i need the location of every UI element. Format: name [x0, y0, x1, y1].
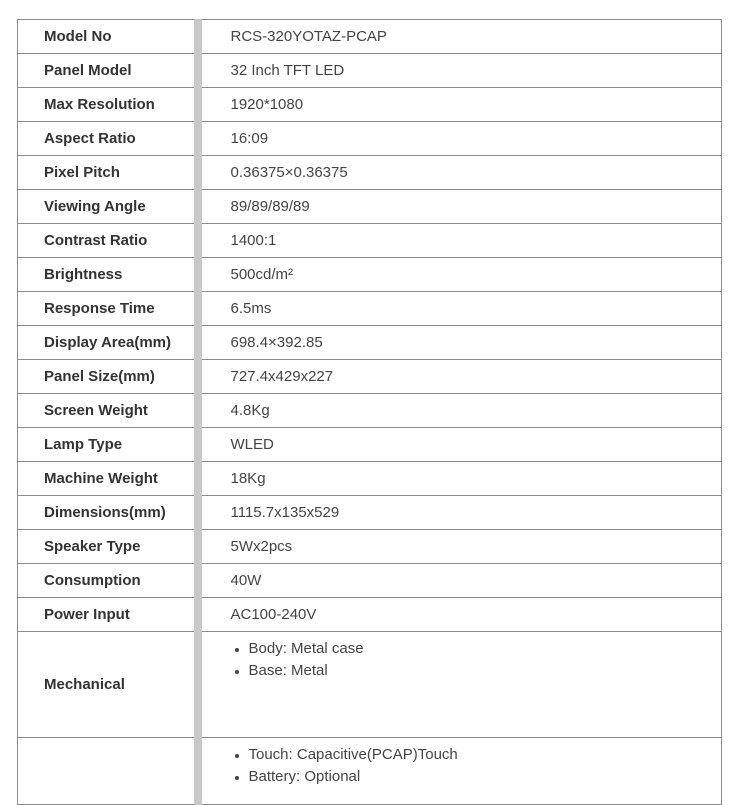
table-row [18, 20, 722, 54]
table-row [18, 156, 722, 190]
table-row [18, 496, 722, 530]
row-label: Aspect Ratio [18, 122, 198, 156]
row-value: WLED [198, 428, 722, 462]
table-row [18, 258, 722, 292]
row-label: Power Input [18, 598, 198, 632]
row-label: Contrast Ratio [18, 224, 198, 258]
list-item: • Battery: Optional [249, 766, 722, 788]
row-value: 500cd/m² [198, 258, 722, 292]
row-value: 18Kg [198, 462, 722, 496]
row-value: 1920*1080 [198, 88, 722, 122]
row-value: 16:09 [198, 122, 722, 156]
table-row [18, 598, 722, 632]
table-row-mechanical [18, 632, 722, 738]
row-label [18, 738, 198, 805]
row-value: AC100-240V [198, 598, 722, 632]
row-label: Lamp Type [18, 428, 198, 462]
row-label: Model No [18, 20, 198, 54]
row-label: Screen Weight [18, 394, 198, 428]
row-label: Consumption [18, 564, 198, 598]
row-label: Dimensions(mm) [18, 496, 198, 530]
table-row [18, 360, 722, 394]
table-row [18, 530, 722, 564]
row-value: 6.5ms [198, 292, 722, 326]
table-row [18, 326, 722, 360]
table-row [18, 122, 722, 156]
table-row [18, 428, 722, 462]
table-row [18, 54, 722, 88]
table-row [18, 224, 722, 258]
row-value [198, 738, 722, 805]
table-row [18, 88, 722, 122]
list-item: • Body: Metal case [249, 638, 722, 660]
row-label: Mechanical [18, 632, 198, 738]
row-value: 89/89/89/89 [198, 190, 722, 224]
row-label: Pixel Pitch [18, 156, 198, 190]
list-item: • Touch: Capacitive(PCAP)Touch [249, 744, 722, 766]
row-value: 40W [198, 564, 722, 598]
table-row [18, 564, 722, 598]
list-item: • Base: Metal [249, 660, 722, 682]
row-value [198, 632, 722, 738]
table-row-features [18, 738, 722, 805]
row-label: Speaker Type [18, 530, 198, 564]
mechanical-list [231, 638, 722, 682]
row-value: 5Wx2pcs [198, 530, 722, 564]
table-row [18, 190, 722, 224]
row-label: Machine Weight [18, 462, 198, 496]
row-label: Panel Model [18, 54, 198, 88]
features-list [231, 744, 722, 788]
table-row [18, 394, 722, 428]
spec-table [17, 19, 722, 805]
row-value: 1400:1 [198, 224, 722, 258]
row-value: 727.4x429x227 [198, 360, 722, 394]
row-value: 1115.7x135x529 [198, 496, 722, 530]
row-label: Viewing Angle [18, 190, 198, 224]
row-label: Display Area(mm) [18, 326, 198, 360]
table-row [18, 462, 722, 496]
row-value: 4.8Kg [198, 394, 722, 428]
row-value: 698.4×392.85 [198, 326, 722, 360]
row-label: Brightness [18, 258, 198, 292]
table-row [18, 292, 722, 326]
row-value: 32 Inch TFT LED [198, 54, 722, 88]
row-label: Max Resolution [18, 88, 198, 122]
row-label: Panel Size(mm) [18, 360, 198, 394]
row-label: Response Time [18, 292, 198, 326]
row-value: RCS-320YOTAZ-PCAP [198, 20, 722, 54]
row-value: 0.36375×0.36375 [198, 156, 722, 190]
